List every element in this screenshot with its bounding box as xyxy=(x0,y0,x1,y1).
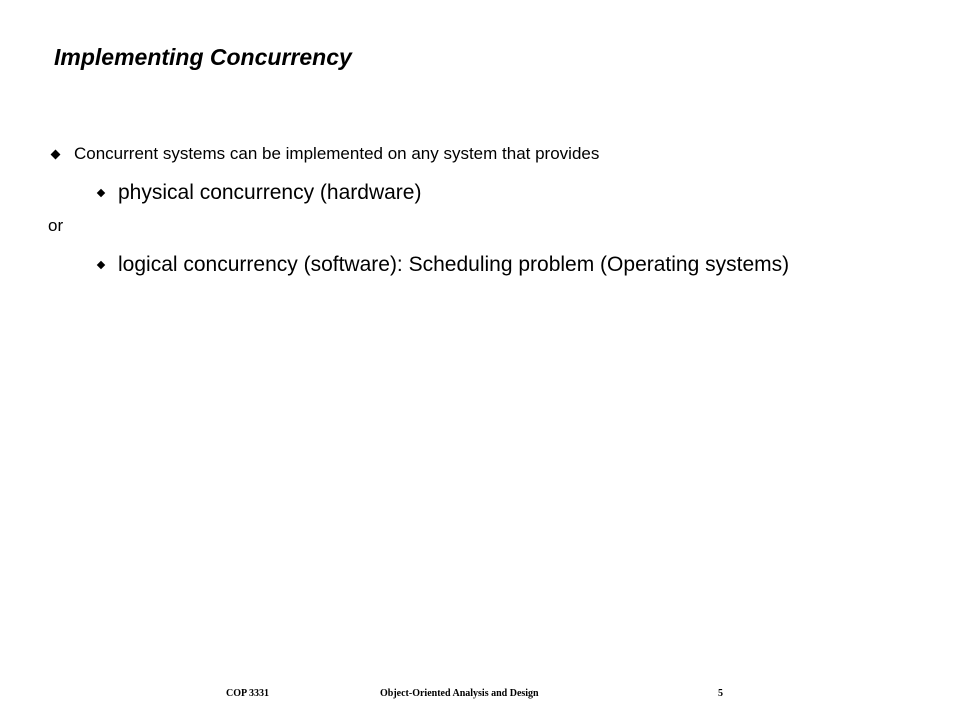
connector-or: or xyxy=(48,216,64,235)
diamond-bullet-icon xyxy=(51,149,61,159)
footer-course-title: Object-Oriented Analysis and Design xyxy=(380,688,539,699)
sub-bullet-physical xyxy=(98,179,878,207)
sub-bullet-logical-text: logical concurrency (software): Scheduling problem (Operating systems) xyxy=(118,253,790,276)
footer-course: COP 3331 xyxy=(226,688,270,699)
bullet-main xyxy=(48,144,599,164)
slide-title: Implementing Concurrency xyxy=(54,44,352,70)
diamond-bullet-icon xyxy=(97,261,105,269)
bullet-main-text: Concurrent systems can be implemented on any system that provides xyxy=(74,144,600,163)
footer-page-number: 5 xyxy=(718,688,723,699)
diamond-bullet-icon xyxy=(97,189,105,197)
sub-bullet-logical xyxy=(98,251,878,279)
sub-bullet-physical-text: physical concurrency (hardware) xyxy=(118,181,422,204)
